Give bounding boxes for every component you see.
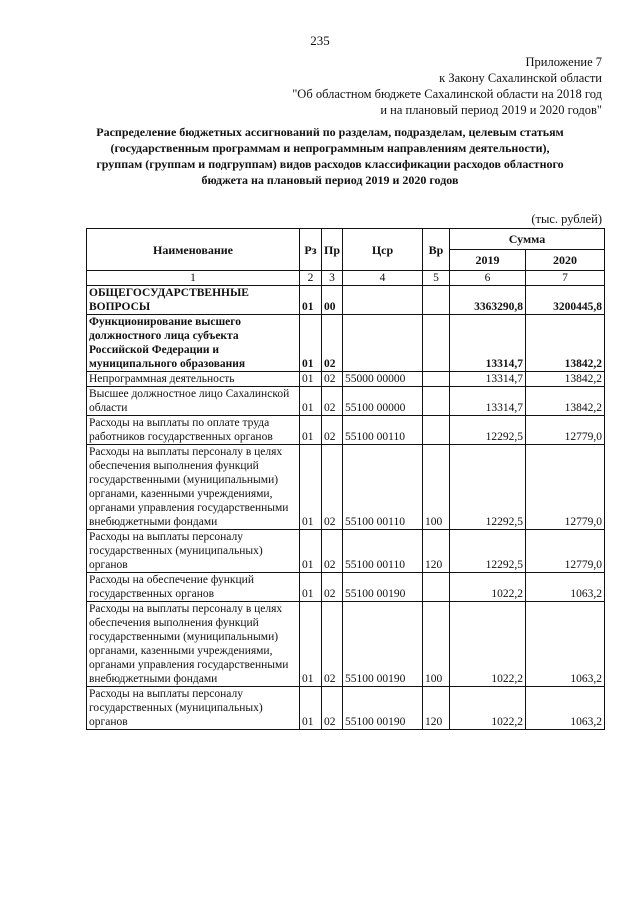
column-number: 2: [300, 271, 322, 286]
header-rz: Рз: [300, 229, 322, 271]
row-csr: 55000 00000: [343, 372, 423, 387]
header-vr: Вр: [423, 229, 450, 271]
row-vr: [423, 372, 450, 387]
table-row: [87, 286, 605, 315]
row-name: Расходы на обеспечение функций государственных органов: [87, 573, 300, 602]
row-pr: 02: [322, 687, 343, 730]
column-number-row: [87, 271, 605, 286]
header-year-2020: 2020: [526, 250, 605, 271]
row-sum-2019: 12292,5: [450, 530, 526, 573]
row-sum-2019: 13314,7: [450, 315, 526, 372]
row-csr: 55100 00190: [343, 687, 423, 730]
units-label: (тыс. рублей): [531, 212, 602, 226]
row-vr: 120: [423, 530, 450, 573]
title-line-1: Распределение бюджетных ассигнований по разделам, подразделам, целевым статьям: [96, 125, 564, 139]
row-sum-2019: 12292,5: [450, 416, 526, 445]
appendix-line-2: к Закону Сахалинской области: [439, 71, 602, 85]
table-row: [87, 416, 605, 445]
row-name: Высшее должностное лицо Сахалинской области: [87, 387, 300, 416]
header-year-2019: 2019: [450, 250, 526, 271]
column-number: 4: [343, 271, 423, 286]
row-csr: 55100 00110: [343, 445, 423, 530]
row-vr: [423, 416, 450, 445]
column-number: 5: [423, 271, 450, 286]
row-sum-2020: 1063,2: [526, 687, 605, 730]
table-row: [87, 602, 605, 687]
title-line-4: бюджета на плановый период 2019 и 2020 годов: [201, 173, 459, 187]
row-pr: 02: [322, 445, 343, 530]
row-csr: 55100 00110: [343, 530, 423, 573]
page-number: 235: [310, 33, 330, 48]
table-row: [87, 573, 605, 602]
row-rz: 01: [300, 315, 322, 372]
table-row: [87, 315, 605, 372]
row-rz: 01: [300, 286, 322, 315]
row-pr: 02: [322, 602, 343, 687]
row-csr: 55100 00000: [343, 387, 423, 416]
row-rz: 01: [300, 573, 322, 602]
row-sum-2020: 12779,0: [526, 416, 605, 445]
row-vr: 100: [423, 445, 450, 530]
row-sum-2020: 13842,2: [526, 315, 605, 372]
table-row: [87, 372, 605, 387]
header-sum: Сумма: [450, 229, 605, 250]
row-csr: [343, 315, 423, 372]
header-name: Наименование: [87, 229, 300, 271]
row-name: Функционирование высшего должностного лица субъекта Российской Федерации и муниципального образования: [87, 315, 300, 372]
row-sum-2020: 3200445,8: [526, 286, 605, 315]
row-sum-2019: 1022,2: [450, 687, 526, 730]
appendix-header: [292, 54, 602, 118]
row-csr: [343, 286, 423, 315]
row-vr: [423, 286, 450, 315]
row-pr: 02: [322, 315, 343, 372]
row-name: ОБЩЕГОСУДАРСТВЕННЫЕ ВОПРОСЫ: [87, 286, 300, 315]
header-pr: Пр: [322, 229, 343, 271]
row-rz: 01: [300, 687, 322, 730]
budget-table: [86, 228, 605, 730]
column-number: 3: [322, 271, 343, 286]
title-line-3: группам (группам и подгруппам) видов расходов классификации расходов областного: [96, 157, 564, 171]
row-vr: [423, 387, 450, 416]
row-sum-2019: 3363290,8: [450, 286, 526, 315]
row-rz: 01: [300, 387, 322, 416]
appendix-line-1: Приложение 7: [525, 55, 602, 69]
row-sum-2019: 12292,5: [450, 445, 526, 530]
row-name: Расходы на выплаты персоналу в целях обеспечения выполнения функций государственными (муниципальными) органами, казенными учреждениями, органами управления государственными внебюджетными фондами: [87, 602, 300, 687]
row-pr: 02: [322, 573, 343, 602]
row-name: Расходы на выплаты персоналу государственных (муниципальных) органов: [87, 530, 300, 573]
row-vr: 120: [423, 687, 450, 730]
row-csr: 55100 00190: [343, 602, 423, 687]
row-sum-2020: 13842,2: [526, 387, 605, 416]
column-number: 1: [87, 271, 300, 286]
row-vr: 100: [423, 602, 450, 687]
row-name: Расходы на выплаты по оплате труда работников государственных органов: [87, 416, 300, 445]
row-name: Расходы на выплаты персоналу в целях обеспечения выполнения функций государственными (муниципальными) органами, казенными учреждениями, органами управления государственными внебюджетными фондами: [87, 445, 300, 530]
row-vr: [423, 573, 450, 602]
row-sum-2020: 12779,0: [526, 445, 605, 530]
row-pr: 02: [322, 530, 343, 573]
column-number: 6: [450, 271, 526, 286]
row-rz: 01: [300, 372, 322, 387]
row-sum-2019: 13314,7: [450, 372, 526, 387]
row-sum-2020: 1063,2: [526, 573, 605, 602]
row-pr: 00: [322, 286, 343, 315]
row-csr: 55100 00190: [343, 573, 423, 602]
row-pr: 02: [322, 372, 343, 387]
table-row: [87, 530, 605, 573]
row-rz: 01: [300, 602, 322, 687]
row-vr: [423, 315, 450, 372]
row-rz: 01: [300, 445, 322, 530]
row-sum-2019: 13314,7: [450, 387, 526, 416]
row-sum-2020: 1063,2: [526, 602, 605, 687]
row-sum-2019: 1022,2: [450, 573, 526, 602]
document-title: [70, 124, 590, 188]
table-row: [87, 687, 605, 730]
table-row: [87, 445, 605, 530]
row-sum-2020: 12779,0: [526, 530, 605, 573]
appendix-line-3: "Об областном бюджете Сахалинской области на 2018 год: [292, 87, 602, 101]
row-name: Непрограммная деятельность: [87, 372, 300, 387]
title-line-2: (государственным программам и непрограммным направлениям деятельности),: [110, 141, 550, 155]
row-sum-2020: 13842,2: [526, 372, 605, 387]
header-csr: Цср: [343, 229, 423, 271]
row-rz: 01: [300, 530, 322, 573]
table-row: [87, 387, 605, 416]
row-pr: 02: [322, 387, 343, 416]
row-rz: 01: [300, 416, 322, 445]
appendix-line-4: и на плановый период 2019 и 2020 годов": [380, 103, 602, 117]
column-number: 7: [526, 271, 605, 286]
row-sum-2019: 1022,2: [450, 602, 526, 687]
row-name: Расходы на выплаты персоналу государственных (муниципальных) органов: [87, 687, 300, 730]
row-csr: 55100 00110: [343, 416, 423, 445]
row-pr: 02: [322, 416, 343, 445]
